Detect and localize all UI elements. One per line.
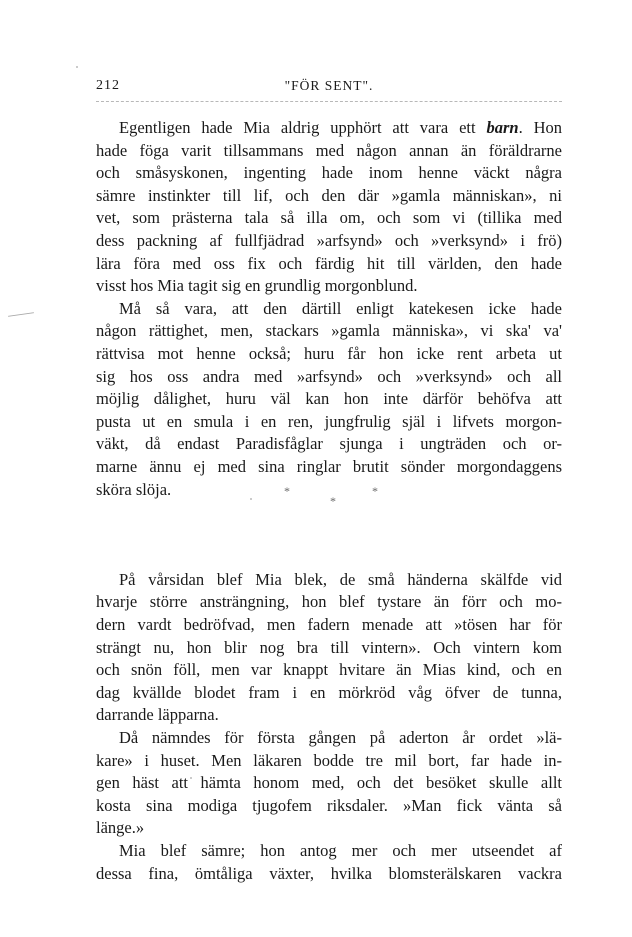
page-header (96, 78, 562, 100)
text-line: dessa fina, ömtåliga växter, hvilka blomsterälskaren vackra (96, 863, 562, 883)
text-line: rättvisa mot henne också; huru får hon icke rent arbeta ut (96, 343, 562, 363)
text-line: och snön föll, men var knappt hvitare än Mias kind, och en (96, 660, 562, 680)
text-line: någon rättighet, men, stackars »gamla människa», vi ska' va' (96, 321, 562, 341)
text-line: sig hos oss andra med »arfsynd» och »verksynd» och all (96, 366, 562, 386)
text-line: väkt, då endast Paradisfåglar sjunga i ungträden och or- (96, 434, 562, 454)
text-line: lära föra med oss fix och färdig hit till världen, den hade (96, 253, 562, 273)
text-line: Må så vara, att den därtill enligt katekesen icke hade (119, 298, 562, 318)
separator-star: * (372, 484, 378, 498)
text-line: möjlig dålighet, huru väl kan hon inte därför behöfva att (96, 389, 562, 409)
text-line: darrande läpparna. (96, 705, 219, 725)
text-line: dag kvällde blodet fram i en mörkröd våg öfver de tunna, (96, 682, 562, 702)
header-rule (96, 101, 562, 102)
text-line: sämre instinkter till lif, och den där »gamla människan», ni (96, 185, 562, 205)
text-line: gen häst att hämta honom med, och det besöket skulle allt (96, 773, 562, 793)
text-line: På vårsidan blef Mia blek, de små händerna skälfde vid (119, 569, 562, 589)
text-line: kare» i huset. Men läkaren bodde tre mil bort, far hade in- (96, 750, 562, 770)
text-line: kosta sina modiga tjugofem riksdaler. »Man fick vänta så (96, 795, 562, 815)
text-line: visst hos Mia tagit sig en grundlig morgonblund. (96, 276, 418, 296)
page-number: 212 (96, 78, 120, 93)
section-separator (96, 484, 562, 514)
paper-speck (76, 66, 78, 68)
separator-star: * (330, 494, 336, 508)
text-line: hade föga varit tillsammans med någon annan än föräldrarne (96, 140, 562, 160)
separator-star: * (284, 484, 290, 498)
text-line: dess packning af fullfjädrad »arfsynd» och »verksynd» i frö) (96, 230, 562, 250)
text-line: marne ännu ej med sina ringlar brutit sönder morgondaggens (96, 456, 562, 476)
running-title: "FÖR SENT". (284, 78, 374, 93)
text-line: vet, som prästerna tala så illa om, och som vi (tillika med (96, 208, 562, 228)
emphasis-word: barn (486, 118, 519, 137)
text-line: hvarje större ansträngning, hon blef tystare än förr och mo- (96, 592, 562, 612)
text-line: dern vardt bedröfvad, men fadern menade att »tösen har för (96, 615, 562, 635)
text-line: pusta ut en smula i en ren, jungfrulig själ i lifvets morgon- (96, 411, 562, 431)
text-line: Mia blef sämre; hon antog mer och mer utseendet af (119, 841, 562, 861)
text-line: och småsyskonen, ingenting hade inom henne väckt några (96, 163, 562, 183)
text-line: länge.» (96, 818, 145, 838)
text-line: sköra slöja. (96, 479, 172, 499)
text-line: Då nämndes för första gången på aderton år ordet »lä- (119, 728, 562, 748)
text-line: Egentligen hade Mia aldrig upphört att vara ett barn. Hon (119, 118, 562, 137)
margin-mark (8, 312, 34, 317)
text-line: strängt nu, hon blir nog bra till vintern». Och vintern kom (96, 637, 562, 657)
